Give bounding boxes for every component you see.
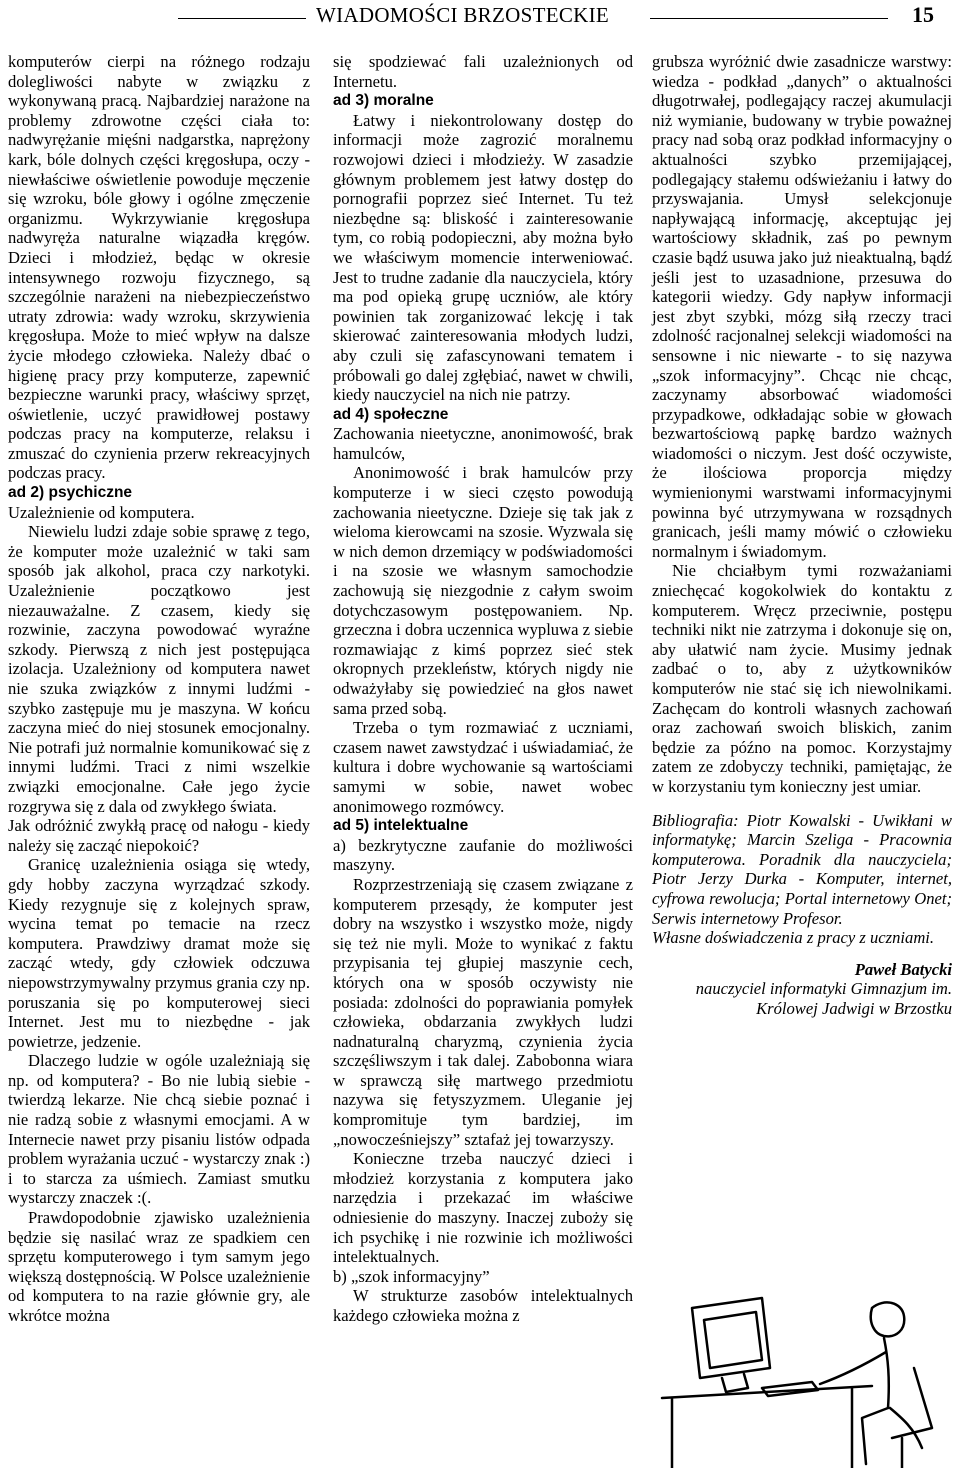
bibliography-note: Własne doświadczenia z pracy z uczniami. — [652, 928, 935, 948]
section-heading: ad 3) moralne — [333, 92, 434, 110]
paragraph: Dlaczego ludzie w ogóle uzależniają się np. od komputera? - Bo nie lubią siebie - twierdzą lekarze. Nie chcą siebie poznać i nie radzą sobie z własnymi emocjami. A w Internecie nawet przy pisaniu listów odpada problem wyrażania uczuć - wystarczy znak :) i to starcza za uśmiech. Zamiast smutku wystarczy znaczek :(. — [8, 1051, 310, 1208]
paragraph: grubsza wyróżnić dwie zasadnicze warstwy: wiedza - podkład „danych” o aktualności długotrwałej, podlegający raczej akumulacji niż wymianie, budowany w trybie poważnej pracy nad sobą oraz podkład informacyjny o aktualności szybko przemijającej, podlegający stałemu odświeżaniu i łatwy do przyswajania. Umysł selekcjonuje napływającą informację, akceptując jej wartościowy składnik, zaś po pewnym czasie bądź usuwa jako już nieaktualną, bądź jeśli jest to uzasadnione, przesuwa do kategorii wiedzy. Gdy napływ informacji jest zbyt szybki, mózg siłą rzeczy traci zdolność racjonalnej selekcji wiadomości na sensowne i nic niewarte - to się nazywa „szok informacyjny”. Chcąc nie chcąc, zaczynamy absorbować wiadomości przypadkowe, odkładając sobie w głowach bezwartościową papkę bardzo ważnych wiadomości o niczym. Jest dość oczywiste, że ilościowa proporcja między wymienionymi warstwami informacyjnymi powinna być utrzymywana w rozsądnych granicach, jeśli mamy mówić o człowieku normalnym i świadomym. — [652, 52, 952, 561]
paragraph: Zachowania nieetyczne, anonimowość, brak hamulców, — [333, 424, 633, 463]
section-heading: ad 4) społeczne — [333, 405, 449, 423]
paragraph: Jak odróżnić zwykłą pracę od nałogu - kiedy należy się zacząć niepokoić? — [8, 816, 310, 855]
section-heading: ad 2) psychiczne — [8, 484, 133, 502]
bibliography: Bibliografia: Piotr Kowalski - Uwikłani w informatykę; Marcin Szeliga - Pracownia komputerowa. Poradnik dla nauczyciela; Piotr Jerzy Durka - Komputer, internet, cyfrowa rewolucja; Portal internetowy Onet; Serwis internetowy Profesor. — [652, 810, 952, 928]
computer-user-illustration — [652, 1268, 952, 1468]
paragraph: Anonimowość i brak hamulców przy komputerze i w sieci często powodują zachowania nieetyczne. Dzieje się tak jak z wieloma kierowcami na szosie. Wyzwala się w nich demon drzemiący w podświadomości i na szosie we własnym samochodzie zachowują się niezgodnie z całym swoim dotychczasowym postępowaniem. Np. grzeczna i dobra uczennica wypluwa z siebie rozmawiając z kimś poprzez sieć stek okropnych przekleństw, których nigdy nie odważyłaby się powiedzieć na głos nawet sama przed sobą. — [333, 463, 633, 718]
publication-title: WIADOMOŚCI BRZOSTECKIE — [316, 3, 610, 27]
paragraph: Prawdopodobnie zjawisko uzależnienia będzie się nasilać wraz ze spadkiem cen sprzętu komputerowego i tym samym jego większą dostępnością. W Polsce uzależnienie od komputera to na razie głównie gry, ale wkrótce można — [8, 1208, 310, 1325]
paragraph: b) „szok informacyjny” — [333, 1266, 490, 1286]
article-column-2 — [333, 52, 633, 1326]
paragraph: Uzależnienie od komputera. — [8, 502, 195, 522]
author-name: Paweł Batycki — [854, 959, 952, 979]
paragraph: W strukturze zasobów intelektualnych każdego człowieka można z — [333, 1286, 633, 1325]
page-number: 15 — [912, 2, 934, 27]
header-rule-left — [178, 18, 306, 19]
author-affiliation: nauczyciel informatyki Gimnazjum im. Królowej Jadwigi w Brzostku — [695, 979, 952, 1018]
paragraph: Konieczne trzeba nauczyć dzieci i młodzież korzystania z komputera jako narzędzia i przekazać im właściwe odniesienie do maszyny. Inaczej zuboży się ich psychikę i nie rozwinie ich możliwości intelektualnych. — [333, 1149, 633, 1267]
header-rule-right — [650, 18, 888, 19]
paragraph: Trzeba o tym rozmawiać z uczniami, czasem nawet zawstydzać i uświadamiać, że kultura i dobre wychowanie są wartościami samymi w sobie, nawet wobec anonimowego rozmówcy. — [333, 718, 633, 816]
paragraph: a) bezkrytyczne zaufanie do możliwości maszyny. — [333, 835, 633, 875]
article-column-1 — [8, 52, 310, 1326]
paragraph: Rozprzestrzeniają się czasem związane z komputerem przesądy, że komputer jest dobry na wszystko i wszystko może, nigdy się też nie myli. Może to wynikać z faktu przypisania tej głupiej maszynie cech, których ona w sposób oczywisty nie posiada: zdolności do poprawiania pomyłek człowieka, obdarzania zwykłych ludzi nadnaturalną charyzmą, czynienia życia szczęśliwszym i tak dalej. Zabobonna wiara w sprawczą siłę martwego przedmiotu nazywa się fetyszyzmem. Uleganie jej kompromituje tym bardziej, im „nowocześniejszy” sztafaż jej towarzyszy. — [333, 874, 633, 1149]
section-heading: ad 5) intelektualne — [333, 817, 469, 835]
paragraph: Granicę uzależnienia osiąga się wtedy, gdy hobby zaczyna wyrządzać szkody. Kiedy rezygnuje się z kolejnych spraw, wycina temat po temacie na rzecz komputera. Prawdziwy dramat może się zacząć wtedy, gdy człowiek odczuwa niepowstrzymywalny przymus grania czy np. poruszania się po komputerowej sieci Internet. Jest mu to niezbędne - jak powietrze, jedzenie. — [8, 855, 310, 1051]
paragraph: komputerów cierpi na różnego rodzaju dolegliwości nabyte w związku z wykonywaną pracą. Najbardziej narażone na problemy zdrowotne części ciała to: nadwyrężanie mięśni nadgarstka, naprężony kark, bóle dolnych części kręgosłupa, oczy - niewłaściwe oświetlenie powoduje męczenie się wzroku, bóle głowy i ogólne zmęczenie organizmu. Wykrzywianie kręgosłupa nadwyręża naturalne wiązadła kręgów. Dzieci i młodzież, będąc w okresie intensywnego rozwoju fizycznego, są szczególnie narażeni na niebezpieczeństwo utraty zdrowia: wady wzroku, skrzywienia kręgosłupa. Może to mieć wpływ na dalsze życie młodego człowieka. Należy dbać o higienę pracy przy komputerze, zapewnić bezpieczne warunki pracy, właściwy sprzęt, oświetlenie, uczyć prawidłowej postawy podczas pracy na komputerze, relaksu i zmuszać do czynienia przerw rekreacyjnych podczas pracy. — [8, 52, 310, 483]
paragraph: się spodziewać fali uzależnionych od Internetu. — [333, 52, 633, 91]
paragraph: Łatwy i niekontrolowany dostęp do informacji może zagrozić moralnemu rozwojowi dzieci i młodzieży. W zasadzie głównym problemem jest łatwy dostęp do pornografii poprzez sieć Internet. Tu też niezbędne są: bliskość i zainteresowanie tym, co robią podopieczni, aby można było we właściwym momencie interweniować. Jest to trudne zadanie dla nauczyciela, który ma pod opieką grupę uczniów, ale który powinien tak zorganizować lekcję i tak skierować zainteresowania młodych ludzi, aby czuli się zafascynowani tematem i próbowali go dalej zgłębiać, nawet w chwili, kiedy nauczyciel na nich nie patrzy. — [333, 110, 633, 405]
paragraph: Nie chciałbym tymi rozważaniami zniechęcać kogokolwiek do kontaktu z komputerem. Wręcz przeciwnie, postępu techniki nikt nie zatrzyma i dokonuje się on, aby ułatwić nam życie. Musimy jednak zadbać o to, aby z użytkowników komputerów nie stać się ich niewolnikami. Zachęcam do kontroli własnych zachowań oraz zachowań swoich bliskich, zanim będzie za późno na pomoc. Korzystajmy zatem ze zdobyczy techniki, pamiętając, że w korzystaniu tym konieczny jest umiar. — [652, 561, 952, 796]
page-header — [0, 0, 960, 36]
article-column-3 — [652, 52, 952, 1019]
paragraph: Niewielu ludzi zdaje sobie sprawę z tego, że komputer może uzależnić w taki sam sposób jak alkohol, praca czy narkotyki. Uzależnienie początkowo jest niezauważalne. Z czasem, kiedy się rozwinie, zaczyna powodować wyraźne szkody. Pierwszą z nich jest postępująca izolacja. Uzależniony od komputera nawet nie szuka związków z innymi ludźmi - szybko zastępuje mu je maszyna. W końcu zaczyna mieć do niej stosunek emocjonalny. Nie potrafi już normalnie komunikować się z innymi ludźmi. Traci z nimi wszelkie związki emocjonalne. Całe jego życie rozgrywa się z dala od zwykłego świata. — [8, 522, 310, 816]
